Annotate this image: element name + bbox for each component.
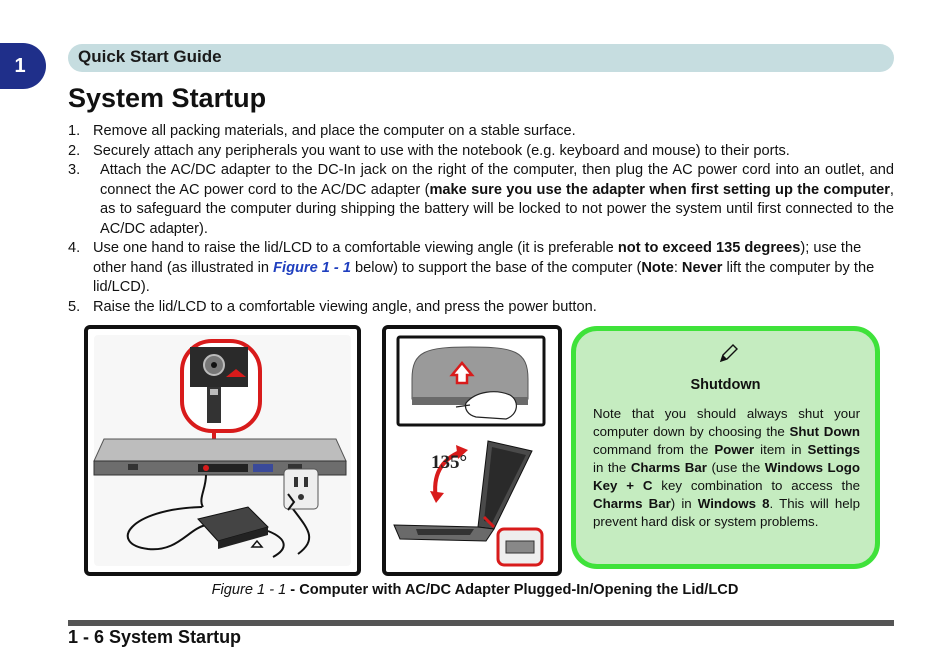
note-bold: Shut Down — [789, 424, 860, 439]
note-text: . This will help prevent hard disk or system problems. — [593, 496, 860, 529]
step-text: : — [673, 259, 682, 276]
steps-list — [68, 122, 894, 317]
angle-label: 135° — [431, 452, 468, 473]
step-bold: make sure you use the adapter when first setting up the computer — [429, 181, 890, 198]
step-text: Use one hand to raise the lid/LCD to a comfortable viewing angle (it is preferable — [93, 240, 618, 256]
caption-label: Figure 1 - 1 — [211, 582, 287, 598]
step-bold: Note — [641, 259, 674, 276]
header-bar — [68, 44, 894, 72]
step-5 — [68, 298, 894, 318]
step-bold: Never — [681, 259, 723, 276]
page-title: System Startup — [68, 83, 267, 113]
note-text: key combination to access the — [652, 478, 860, 493]
note-text: (use the — [706, 460, 765, 475]
figure-adapter-illustration — [84, 325, 361, 576]
lid-illustration — [386, 329, 558, 572]
header-title: Quick Start Guide — [78, 47, 222, 66]
step-number: 5. — [68, 298, 81, 315]
dc-in-jack-callout — [182, 341, 260, 431]
note-text: in the — [593, 460, 631, 475]
step-number: 4. — [68, 240, 81, 256]
figure-link[interactable]: Figure 1 - 1 — [273, 259, 351, 276]
step-number: 2. — [68, 142, 81, 159]
figure-caption — [0, 582, 950, 598]
pencil-icon — [717, 343, 739, 365]
step-2 — [68, 142, 894, 162]
shutdown-note — [571, 326, 880, 569]
note-text: item in — [754, 442, 808, 457]
figure-lid-illustration — [382, 325, 562, 576]
adapter-illustration — [88, 329, 357, 572]
note-text: Note that you should always shut your computer down by choosing the — [593, 406, 860, 439]
note-text: ) in — [670, 496, 698, 511]
note-bold: Windows Logo Key + C — [593, 460, 861, 493]
step-text: Remove all packing materials, and place the computer on a stable surface. — [93, 123, 576, 139]
step-1 — [68, 122, 894, 142]
footer-rule — [68, 620, 894, 626]
step-number: 1. — [68, 123, 81, 139]
note-bold: Charms Bar — [630, 460, 707, 475]
note-bold: Settings — [807, 442, 860, 457]
step-text: lift the computer by the lid/LCD). — [93, 259, 875, 295]
wall-outlet — [284, 469, 318, 509]
step-text: ); use the other hand (as illustrated in — [93, 240, 862, 276]
shutdown-title: Shutdown — [690, 377, 761, 393]
note-bold: Windows 8 — [697, 496, 770, 511]
step-text: Attach the AC/DC adapter to the DC-In jack on the right of the computer, then plug the AC power cord into an outlet, and connect the AC power cord to the AC/DC adapter ( — [100, 162, 894, 198]
shutdown-body — [593, 405, 860, 531]
step-4 — [68, 239, 894, 298]
step-text: Securely attach any peripherals you want to use with the notebook (e.g. keyboard and mouse) to their ports. — [93, 142, 790, 159]
caption-text: - Computer with AC/DC Adapter Plugged-In/Opening the Lid/LCD — [286, 582, 739, 598]
chapter-tab: 1 — [0, 43, 46, 89]
note-bold: Power — [714, 442, 755, 457]
step-text: below) to support the base of the computer ( — [350, 259, 642, 276]
step-text: , as to safeguard the computer during shipping the battery will be locked to not power the system until first connected to the AC/DC adapter). — [100, 181, 894, 237]
step-3 — [68, 161, 894, 239]
step-number: 3. — [68, 162, 81, 178]
note-text: command from the — [593, 442, 715, 457]
step-text: Raise the lid/LCD to a comfortable viewing angle, and press the power button. — [93, 298, 597, 315]
footer-page-label: 1 - 6 System Startup — [68, 627, 242, 647]
note-bold: Charms Bar — [593, 496, 671, 511]
step-bold: not to exceed 135 degrees — [617, 240, 801, 256]
